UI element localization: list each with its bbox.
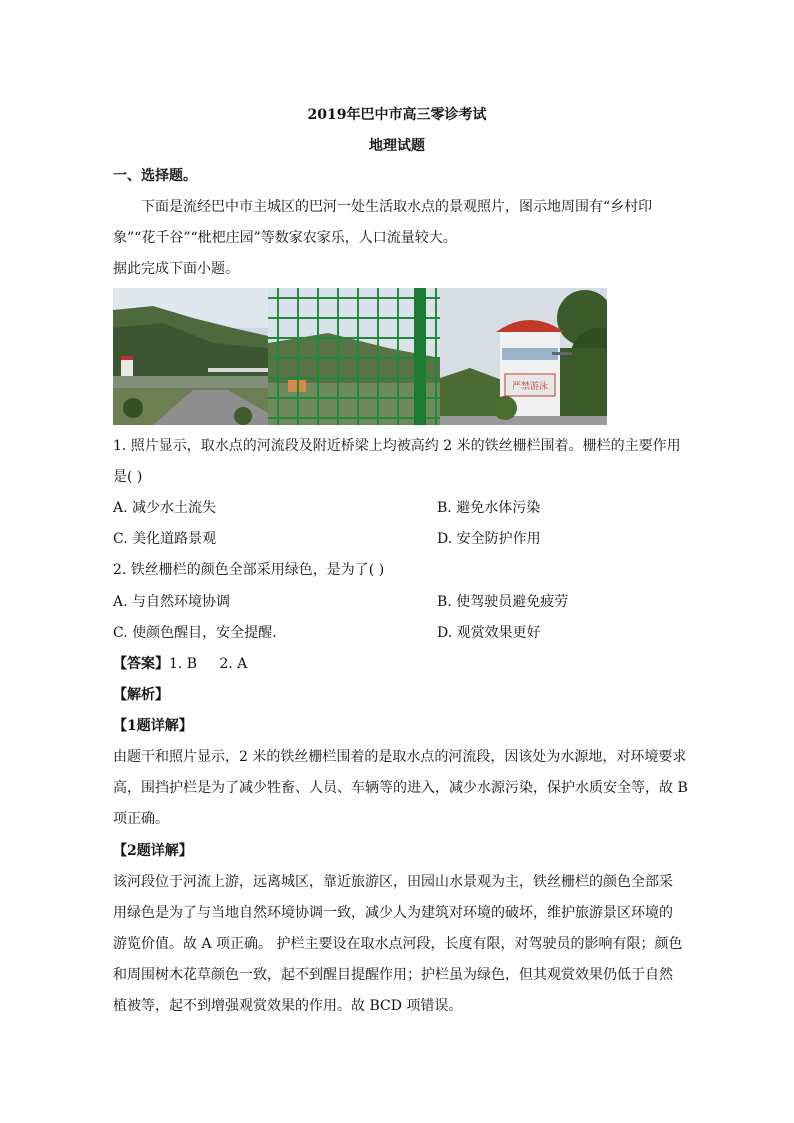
analysis-label: 【解析】 [113, 687, 169, 703]
detail2-line-1: 该河段位于河流上游，远离城区，靠近旅游区，田园山水景观为主，铁丝栅栏的颜色全部采 [113, 874, 673, 890]
intro-line-2: 象”“花千谷”“枇杷庄园”等数家农家乐，人口流量较大。 [113, 230, 457, 246]
photo-intake-tower [440, 288, 607, 425]
intro-line-3: 据此完成下面小题。 [113, 261, 239, 277]
detail1-label: 【1题详解】 [113, 718, 193, 734]
q1-option-d: D. 安全防护作用 [437, 531, 541, 547]
q2-option-d: D. 观赏效果更好 [437, 625, 541, 641]
detail1-line-1: 由题干和照片显示，2 米的铁丝栅栏围着的是取水点的河流段，因该处为水源地，对环境要求 [113, 749, 687, 765]
q1-option-c: C. 美化道路景观 [113, 531, 217, 547]
intro-line-1: 下面是流经巴中市主城区的巴河一处生活取水点的景观照片，图示地周围有“乡村印 [141, 199, 653, 215]
detail2-line-4: 和周围树木花草颜色一致，起不到醒目提醒作用；护栏虽为绿色，但其观赏效果仍低于自然 [113, 967, 673, 983]
detail2-line-3: 游览价值。故 A 项正确。 护栏主要设在取水点河段，长度有限，对驾驶员的影响有限；颜色 [113, 936, 683, 952]
detail1-line-3: 项正确。 [113, 811, 169, 827]
photo-strip [113, 288, 607, 425]
q2-option-b: B. 使驾驶员避免疲劳 [437, 594, 569, 610]
photo-river-valley [113, 288, 268, 425]
section-heading: 一、选择题。 [113, 168, 197, 184]
q1-stem-line-1: 1. 照片显示，取水点的河流段及附近桥梁上均被高约 2 米的铁丝栅栏围着。栅栏的主要作用 [113, 438, 681, 454]
q1-option-b: B. 避免水体污染 [437, 500, 541, 516]
q2-stem: 2. 铁丝栅栏的颜色全部采用绿色，是为了( ) [113, 562, 385, 578]
page-subtitle: 地理试题 [369, 138, 425, 154]
answer-label: 【答案】 [113, 656, 169, 672]
page-title: 2019年巴中市高三零诊考试 [307, 107, 487, 123]
photo-river-valley-image [113, 288, 268, 425]
detail2-line-2: 用绿色是为了与当地自然环境协调一致，减少人为建筑对环境的破坏，维护旅游景区环境的 [113, 905, 673, 921]
sign-text: 严禁游泳 [511, 382, 549, 392]
answer-text: 1. B 2. A [169, 656, 248, 672]
detail1-line-2: 高，围挡护栏是为了减少牲畜、人员、车辆等的进入，减少水源污染，保护水质安全等，故 B [113, 780, 688, 796]
detail2-line-5: 植被等，起不到增强观赏效果的作用。故 BCD 项错误。 [113, 998, 463, 1014]
q1-stem-line-2: 是( ) [113, 469, 143, 485]
answer-row [113, 654, 247, 674]
detail2-label: 【2题详解】 [113, 843, 193, 859]
photo-intake-tower-image [440, 288, 607, 425]
photo-green-fence [268, 288, 440, 425]
q2-option-c: C. 使颜色醒目，安全提醒. [113, 625, 277, 641]
q1-option-a: A. 减少水土流失 [113, 500, 217, 516]
photo-green-fence-image [268, 288, 440, 425]
q2-option-a: A. 与自然环境协调 [113, 594, 231, 610]
